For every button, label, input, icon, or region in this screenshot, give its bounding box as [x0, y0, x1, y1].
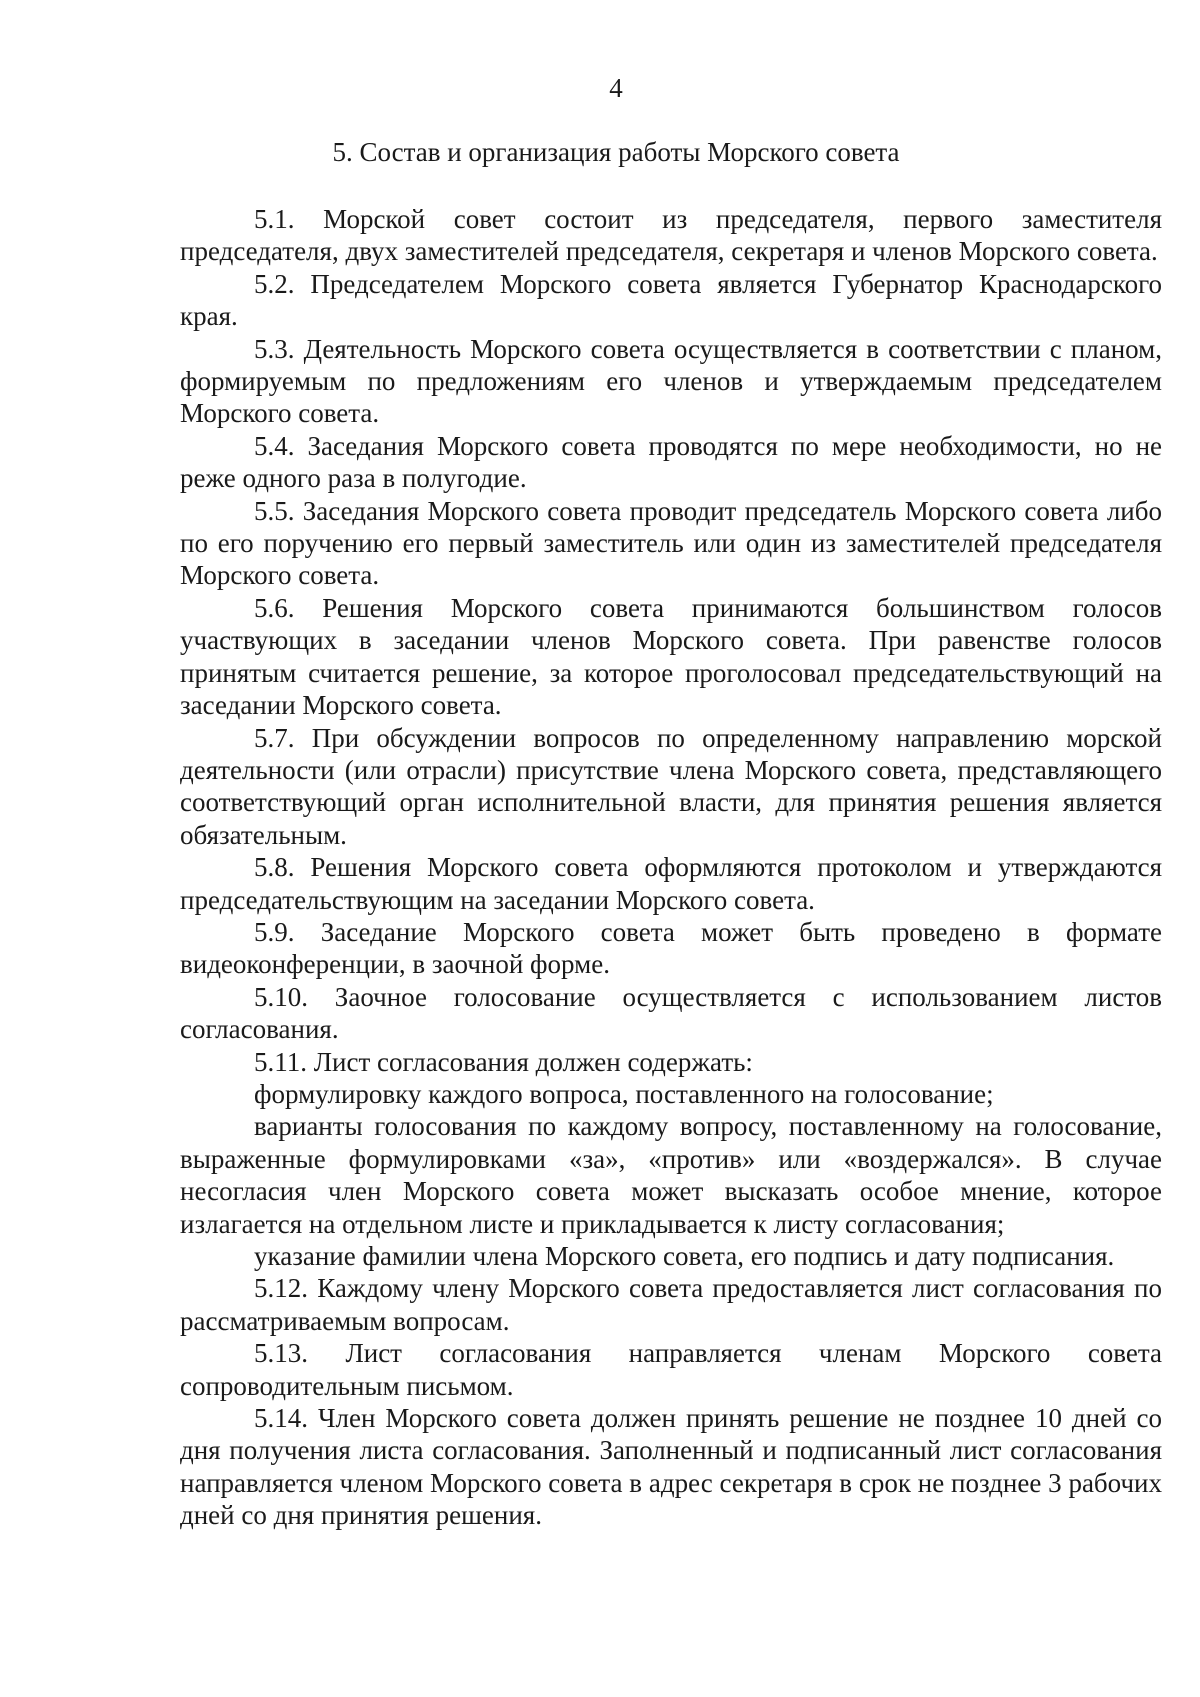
paragraph-5-12: 5.12. Каждому члену Морского совета предоставляется лист согласования по рассматриваемым вопросам.: [180, 1273, 1162, 1336]
paragraph-5-9: 5.9. Заседание Морского совета может быть проведено в формате видеоконференции, в заочной форме.: [180, 916, 1162, 980]
list-item-voting-options: варианты голосования по каждому вопросу, поставленному на голосование, выраженные формулировками «за», «против» или «воздержался». В случае несогласия член Морского совета может высказать особое мнение, которое излагается на отдельном листе и прикладывается к листу согласования;: [180, 1111, 1162, 1239]
document-body: [180, 203, 1162, 1532]
paragraph-5-11: 5.11. Лист согласования должен содержать:: [254, 1046, 753, 1077]
section-title: 5. Состав и организация работы Морского совета: [332, 137, 900, 167]
page-number: 4: [609, 73, 623, 103]
paragraph-5-3: 5.3. Деятельность Морского совета осуществляется в соответствии с планом, формируемым по предложениям его членов и утверждаемым председателем Морского совета.: [180, 333, 1162, 429]
paragraph-5-10: 5.10. Заочное голосование осуществляется с использованием листов согласования.: [180, 981, 1162, 1045]
paragraph-5-7: 5.7. При обсуждении вопросов по определенному направлению морской деятельности (или отрасли) присутствие члена Морского совета, представляющего соответствующий орган исполнительной власти, для принятия решения является обязательным.: [180, 722, 1162, 850]
paragraph-5-6: 5.6. Решения Морского совета принимаются большинством голосов участвующих в заседании членов Морского совета. При равенстве голосов принятым считается решение, за которое проголосовал председательствующий на заседании Морского совета.: [180, 592, 1162, 721]
paragraph-5-1: 5.1. Морской совет состоит из председателя, первого заместителя председателя, двух заместителей председателя, секретаря и членов Морского совета.: [180, 204, 1162, 267]
paragraph-5-2: 5.2. Председателем Морского совета является Губернатор Краснодарского края.: [180, 268, 1162, 332]
paragraph-5-4: 5.4. Заседания Морского совета проводятся по мере необходимости, но не реже одного раза в полугодие.: [180, 430, 1162, 494]
list-item-wording: формулировку каждого вопроса, поставленного на голосование;: [254, 1078, 994, 1109]
list-item-member-signature: указание фамилии члена Морского совета, его подпись и дату подписания.: [254, 1241, 1115, 1271]
paragraph-5-5: 5.5. Заседания Морского совета проводит председатель Морского совета либо по его поручению его первый заместитель или один из заместителей председателя Морского совета.: [180, 495, 1162, 591]
paragraph-5-14: 5.14. Член Морского совета должен принять решение не позднее 10 дней со дня получения листа согласования. Заполненный и подписанный лист согласования направляется членом Морского совета в адрес секретаря в срок не позднее 3 рабочих дней со дня принятия решения.: [180, 1403, 1162, 1531]
paragraph-5-8: 5.8. Решения Морского совета оформляются протоколом и утверждаются председательствующим на заседании Морского совета.: [180, 852, 1162, 915]
paragraph-5-13: 5.13. Лист согласования направляется членам Морского совета сопроводительным письмом.: [180, 1338, 1162, 1401]
